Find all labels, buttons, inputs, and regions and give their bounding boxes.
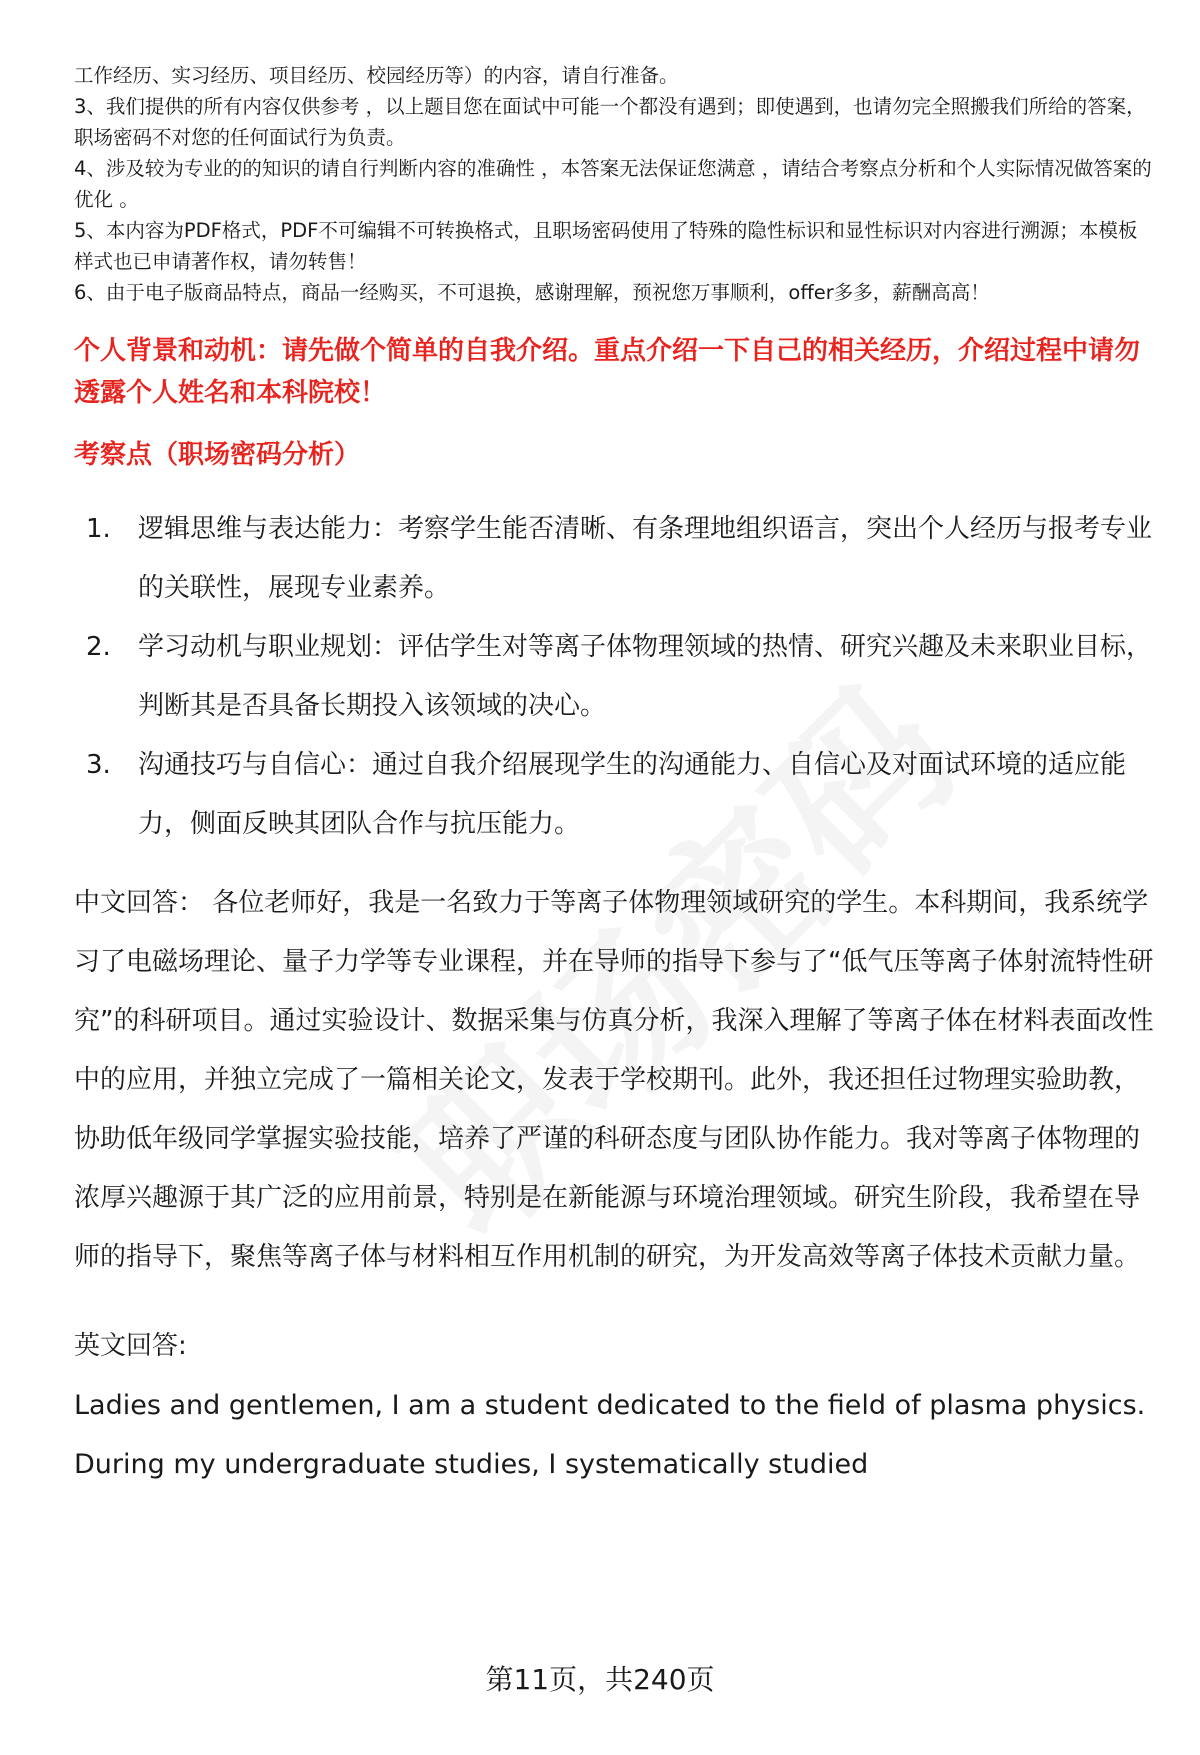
note-line: 5、本内容为PDF格式，PDF不可编辑不可转换格式，且职场密码使用了特殊的隐性标识和显性标识对内容进行溯源；本模板样式也已申请著作权，请勿转售！ xyxy=(74,219,1138,273)
list-item-text: 逻辑思维与表达能力：考察学生能否清晰、有条理地组织语言，突出个人经历与报考专业的关联性，展现专业素养。 xyxy=(138,514,1153,603)
note-line: 工作经历、实习经历、项目经历、校园经历等）的内容，请自行准备。 xyxy=(74,64,679,87)
list-item-number: 3. xyxy=(86,750,111,780)
list-item xyxy=(74,500,1154,618)
english-answer: Ladies and gentlemen, I am a student dedicated to the field of plasma physics. During my undergraduate studies, I systematically studied xyxy=(74,1390,1146,1480)
english-answer-label: 英文回答: xyxy=(74,1331,187,1361)
document-page xyxy=(74,60,1154,1494)
list-item xyxy=(74,618,1154,736)
notes-section xyxy=(74,60,1154,308)
chinese-answer: 中文回答： 各位老师好，我是一名致力于等离子体物理领域研究的学生。本科期间，我系统学习了电磁场理论、量子力学等专业课程，并在导师的指导下参与了“低气压等离子体射流特性研究”的科研项目。通过实验设计、数据采集与仿真分析，我深入理解了等离子体在材料表面改性中的应用，并独立完成了一篇相关论文，发表于学校期刊。此外，我还担任过物理实验助教，协助低年级同学掌握实验技能，培养了严谨的科研态度与团队协作能力。我对等离子体物理的浓厚兴趣源于其广泛的应用前景，特别是在新能源与环境治理领域。研究生阶段，我希望在导师的指导下，聚焦等离子体与材料相互作用机制的研究，为开发高效等离子体技术贡献力量。 xyxy=(74,888,1154,1272)
list-item-number: 2. xyxy=(86,632,111,662)
list-item-text: 学习动机与职业规划：评估学生对等离子体物理领域的热情、研究兴趣及未来职业目标，判断其是否具备长期投入该领域的决心。 xyxy=(138,632,1153,721)
list-item xyxy=(74,736,1154,854)
list-item-text: 沟通技巧与自信心：通过自我介绍展现学生的沟通能力、自信心及对面试环境的适应能力，侧面反映其团队合作与抗压能力。 xyxy=(138,750,1127,839)
analysis-heading: 考察点（职场密码分析） xyxy=(74,440,361,470)
question-heading: 个人背景和动机：请先做个简单的自我介绍。重点介绍一下自己的相关经历，介绍过程中请勿透露个人姓名和本科院校！ xyxy=(74,336,1141,408)
note-line: 3、我们提供的所有内容仅供参考 ，以上题目您在面试中可能一个都没有遇到；即使遇到，也请勿完全照搬我们所给的答案，职场密码不对您的任何面试行为负责。 xyxy=(74,95,1146,149)
note-line: 4、涉及较为专业的的知识的请自行判断内容的准确性 ，本答案无法保证您满意 ，请结合考察点分析和个人实际情况做答案的优化 。 xyxy=(74,157,1152,211)
list-item-number: 1. xyxy=(86,514,111,544)
analysis-points xyxy=(74,500,1154,854)
page-footer: 第11页，共240页 xyxy=(485,1663,715,1696)
note-line: 6、由于电子版商品特点，商品一经购买，不可退换，感谢理解，预祝您万事顺利，offer多多，薪酬高高！ xyxy=(74,281,990,304)
